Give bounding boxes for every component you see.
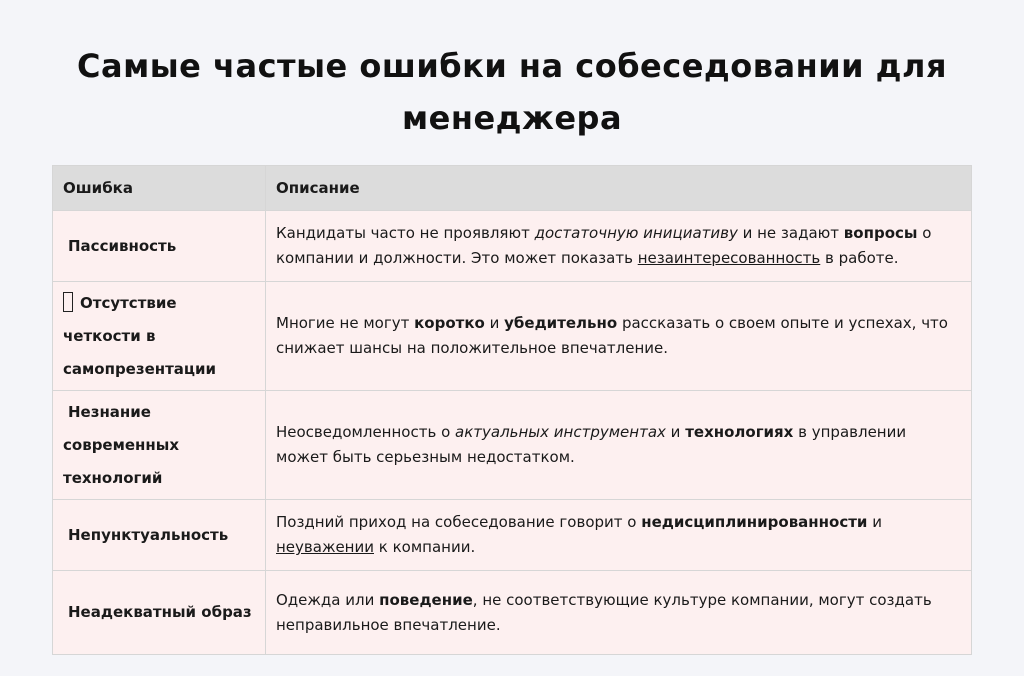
error-name: Неадекватный образ	[68, 603, 252, 621]
error-name-cell	[53, 500, 266, 571]
bold-text: недисциплинированности	[641, 513, 868, 531]
error-name: Отсутствие четкости в самопрезентации	[63, 293, 217, 378]
error-description-cell: Кандидаты часто не проявляют достаточную инициативу и не задают вопросы о компании и должности. Это может показать незаинтересованность в работе.	[266, 211, 972, 282]
error-description-cell: Поздний приход на собеседование говорит о недисциплинированности и неуважении к компании.	[266, 500, 972, 571]
underlined-text: неуважении	[276, 538, 374, 556]
missing-glyph-icon	[63, 292, 73, 312]
bold-text: вопросы	[843, 224, 918, 242]
table-row	[53, 391, 972, 500]
bold-text: поведение	[379, 590, 473, 609]
error-name-cell	[53, 571, 266, 655]
errors-table	[52, 165, 972, 655]
emphasis-text: достаточную инициативу	[534, 224, 738, 242]
bold-text: убедительно	[504, 314, 618, 332]
error-name-cell	[53, 282, 266, 391]
error-description-cell: Одежда или поведение, не соответствующие культуре компании, могут создать неправильное впечатление.	[266, 571, 972, 655]
bold-text: коротко	[414, 314, 485, 332]
error-name: Непунктуальность	[68, 525, 229, 544]
emphasis-text: актуальных инструментах	[455, 423, 666, 441]
table-row	[53, 571, 972, 655]
table-row	[53, 500, 972, 571]
error-name-cell	[53, 211, 266, 282]
table-row	[53, 282, 972, 391]
table-header-row	[53, 166, 972, 211]
underlined-text: незаинтересованность	[637, 249, 821, 267]
page-title: Самые частые ошибки на собеседовании для менеджера	[77, 47, 947, 137]
error-name: Незнание современных технологий	[63, 402, 180, 487]
bold-text: технологиях	[685, 423, 794, 441]
error-name: Пассивность	[68, 236, 177, 255]
column-header-description: Описание	[266, 166, 972, 211]
error-name-cell	[53, 391, 266, 500]
column-header-error: Ошибка	[53, 166, 266, 211]
error-description-cell: Многие не могут коротко и убедительно рассказать о своем опыте и успехах, что снижает шансы на положительное впечатление.	[266, 282, 972, 391]
table-row	[53, 211, 972, 282]
error-description-cell: Неосведомленность о актуальных инструментах и технологиях в управлении может быть серьезным недостатком.	[266, 391, 972, 500]
